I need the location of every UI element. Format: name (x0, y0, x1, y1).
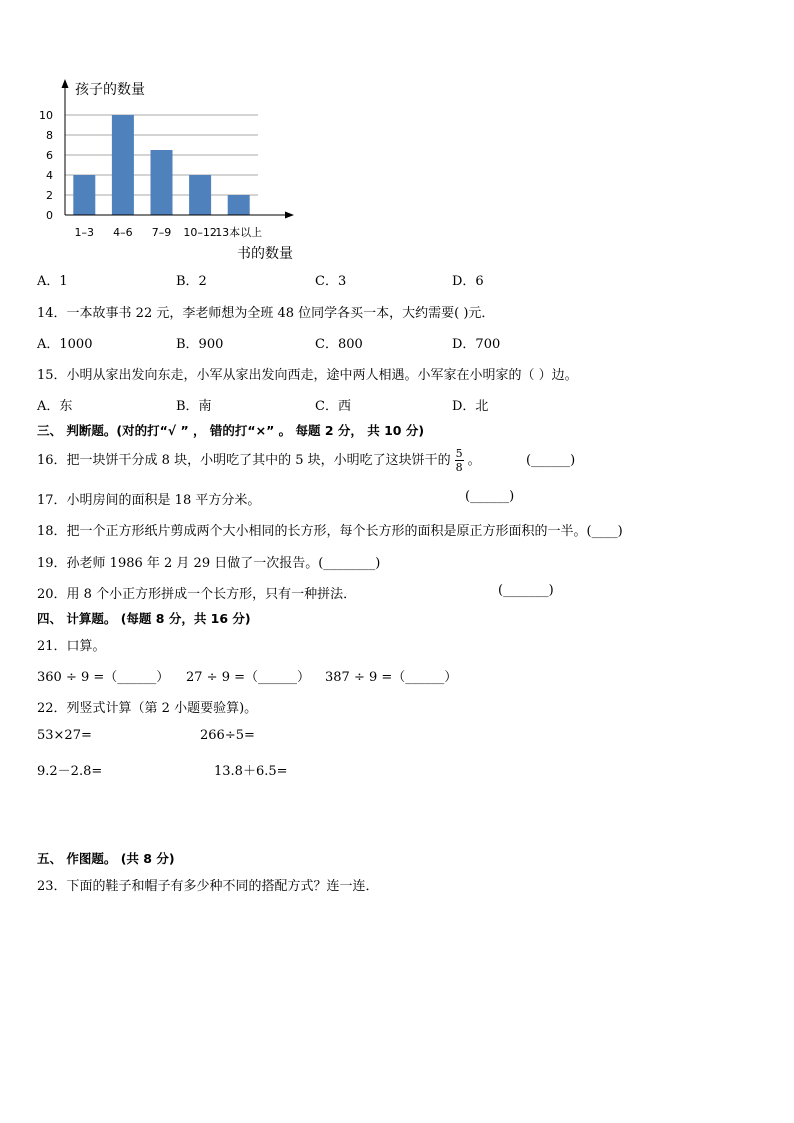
question-17: 17．小明房间的面积是 18 平方分米。 (37, 493, 261, 508)
question-22: 22．列竖式计算（第 2 小题要验算)。 (37, 701, 258, 716)
x-axis-arrow-icon (285, 212, 294, 219)
q16-denominator: 8 (455, 461, 463, 474)
question-21: 21．口算。 (37, 639, 106, 654)
x-tick-label: 7–9 (151, 226, 172, 239)
x-tick-label: 1–3 (74, 226, 95, 239)
q14-option-a[interactable]: A．1000 (37, 337, 93, 352)
q16-suffix: 。 (467, 453, 481, 468)
y-tick-label: 10 (39, 109, 53, 122)
q22-item-3[interactable]: 9.2－2.8= (37, 764, 103, 779)
q16-answer-blank[interactable]: (______) (526, 453, 576, 468)
x-tick-label: 4–6 (113, 226, 133, 239)
x-tick-label: 10–12 (183, 226, 217, 239)
q15-option-a[interactable]: A．东 (37, 399, 73, 414)
q22-item-1[interactable]: 53×27= (37, 728, 92, 743)
section-3-heading: 三、 判断题。(对的打“√ ” ， 错的打“×” 。 每题 2 分， 共 10 分) (37, 423, 425, 438)
q13-option-a[interactable]: A．1 (37, 274, 68, 289)
y-tick-label: 0 (46, 209, 53, 222)
y-axis-arrow-icon (62, 79, 69, 88)
chart-x-tick-labels (75, 225, 263, 239)
y-tick-label: 2 (46, 189, 53, 202)
q21-item-3[interactable]: 387 ÷ 9 =（______） (325, 670, 458, 685)
q20-answer-blank[interactable]: (_______) (498, 583, 554, 598)
question-19: 19．孙老师 1986 年 2 月 29 日做了一次报告。(________) (37, 556, 381, 571)
chart-bars (73, 115, 249, 215)
q16-fraction (455, 448, 464, 473)
bar (228, 195, 250, 215)
q21-item-1[interactable]: 360 ÷ 9 =（______） (37, 670, 170, 685)
question-14: 14．一本故事书 22 元，李老师想为全班 48 位同学各买一本，大约需要( )元． (37, 306, 495, 321)
q13-option-b[interactable]: B．2 (176, 274, 207, 289)
q22-item-4[interactable]: 13.8＋6.5= (214, 764, 288, 779)
bar (73, 175, 95, 215)
y-tick-label: 6 (46, 149, 53, 162)
question-18: 18．把一个正方形纸片剪成两个大小相同的长方形，每个长方形的面积是原正方形面积的一半。(____) (37, 524, 623, 539)
q16-numerator: 5 (455, 447, 463, 460)
y-tick-label: 8 (46, 129, 53, 142)
q22-item-2[interactable]: 266÷5= (200, 728, 255, 743)
q15-options (37, 395, 537, 413)
q15-option-b[interactable]: B．南 (176, 399, 212, 414)
q13-options (37, 270, 537, 288)
q14-option-c[interactable]: C．800 (315, 337, 363, 352)
question-23: 23．下面的鞋子和帽子有多少种不同的搭配方式？连一连． (37, 879, 379, 894)
q13-option-c[interactable]: C．3 (315, 274, 347, 289)
q13-option-d[interactable]: D．6 (452, 274, 484, 289)
q15-option-d[interactable]: D．北 (452, 399, 489, 414)
q14-option-d[interactable]: D．700 (452, 337, 501, 352)
bar (189, 175, 211, 215)
q17-answer-blank[interactable]: (______) (465, 489, 515, 504)
bar-chart (0, 0, 320, 270)
question-15: 15．小明从家出发向东走，小军从家出发向西走，途中两人相遇。小军家在小明家的（ ）边。 (37, 368, 578, 383)
bar (151, 150, 173, 215)
x-tick-label: 13本以上 (215, 226, 263, 239)
question-20: 20．用 8 个小正方形拼成一个长方形，只有一种拼法． (37, 587, 357, 602)
x-axis-label: 书的数量 (237, 246, 293, 262)
bar (112, 115, 134, 215)
y-axis-label: 孩子的数量 (75, 82, 145, 98)
q21-item-2[interactable]: 27 ÷ 9 =（______） (186, 670, 310, 685)
section-4-heading: 四、 计算题。 (每题 8 分，共 16 分) (37, 611, 251, 626)
q16-text: 16．把一块饼干分成 8 块，小明吃了其中的 5 块，小明吃了这块饼干的 (37, 453, 451, 468)
section-5-heading: 五、 作图题。 (共 8 分) (37, 851, 175, 866)
q15-option-c[interactable]: C．西 (315, 399, 351, 414)
question-16 (37, 448, 481, 474)
q14-option-b[interactable]: B．900 (176, 337, 224, 352)
chart-y-tick-labels (39, 109, 53, 222)
y-tick-label: 4 (46, 169, 53, 182)
q14-options (37, 333, 537, 351)
